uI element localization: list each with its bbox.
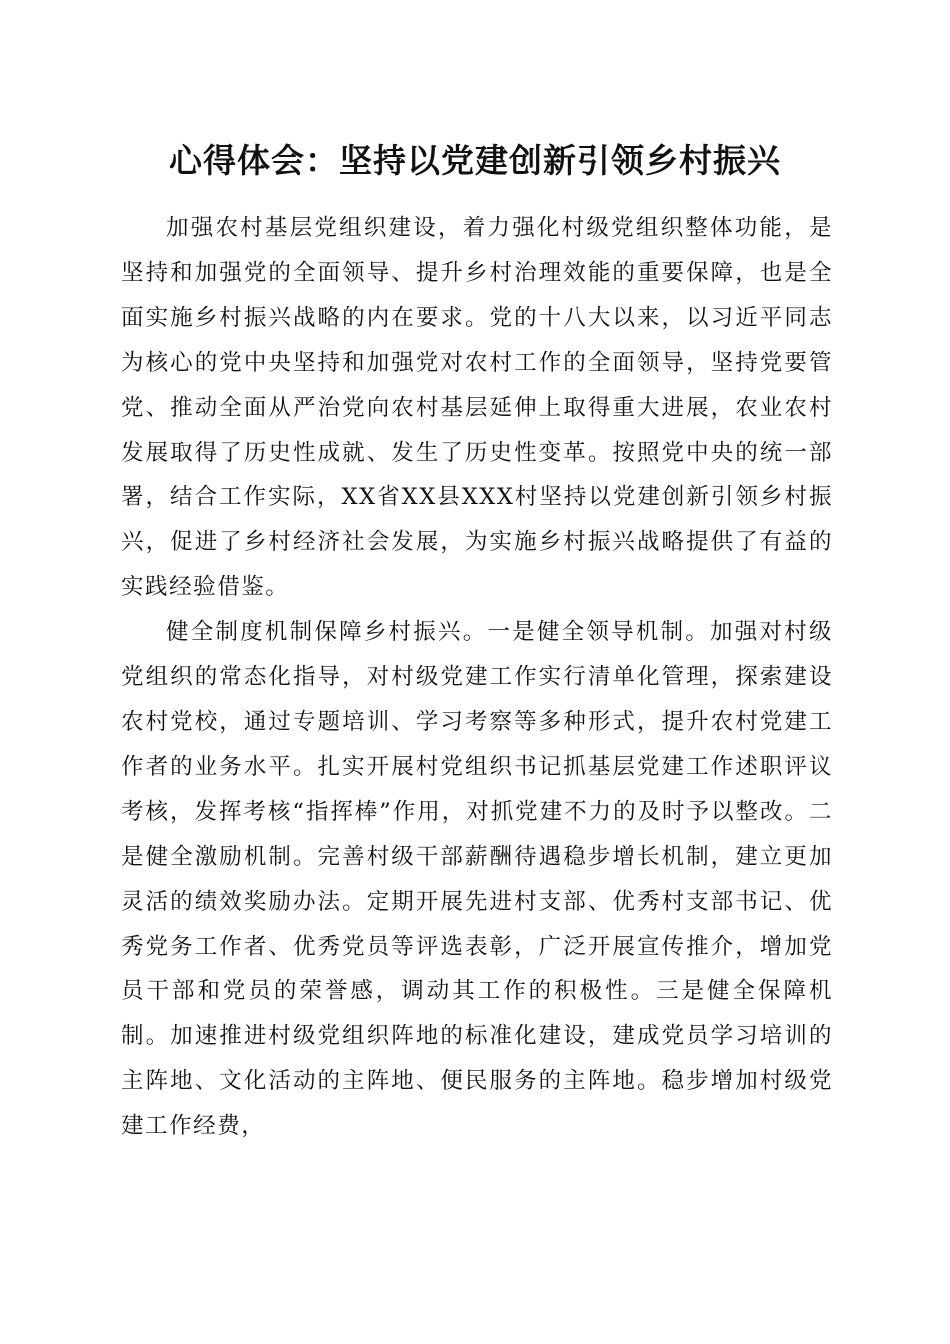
- document-body: [121, 206, 833, 1149]
- document-title: 心得体会：坚持以党建创新引领乡村振兴: [169, 141, 781, 180]
- paragraph-intro: 加强农村基层党组织建设，着力强化村级党组织整体功能，是坚持和加强党的全面领导、提升乡村治理效能的重要保障，也是全面实施乡村振兴战略的内在要求。党的十八大以来，以习近平同志为核心的党中央坚持和加强党对农村工作的全面领导，坚持党要管党、推动全面从严治党向农村基层延伸上取得重大进展，农业农村发展取得了历史性成就、发生了历史性变革。按照党中央的统一部署，结合工作实际，XX省XX县XXX村坚持以党建创新引领乡村振兴，促进了乡村经济社会发展，为实施乡村振兴战略提供了有益的实践经验借鉴。: [121, 215, 833, 601]
- paragraph-mechanisms: 健全制度机制保障乡村振兴。一是健全领导机制。加强对村级党组织的常态化指导，对村级党建工作实行清单化管理，探索建设农村党校，通过专题培训、学习考察等多种形式，提升农村党建工作者的业务水平。扎实开展村党组织书记抓基层党建工作述职评议考核，发挥考核“指挥棒”作用，对抓党建不力的及时予以整改。二是健全激励机制。完善村级干部薪酬待遇稳步增长机制，建立更加灵活的绩效奖励办法。定期开展先进村支部、优秀村支部书记、优秀党务工作者、优秀党员等评选表彰，广泛开展宣传推介，增加党员干部和党员的荣誉感，调动其工作的积极性。三是健全保障机制。加速推进村级党组织阵地的标准化建设，建成党员学习培训的主阵地、文化活动的主阵地、便民服务的主阵地。稳步增加村级党建工作经费，: [121, 619, 833, 1140]
